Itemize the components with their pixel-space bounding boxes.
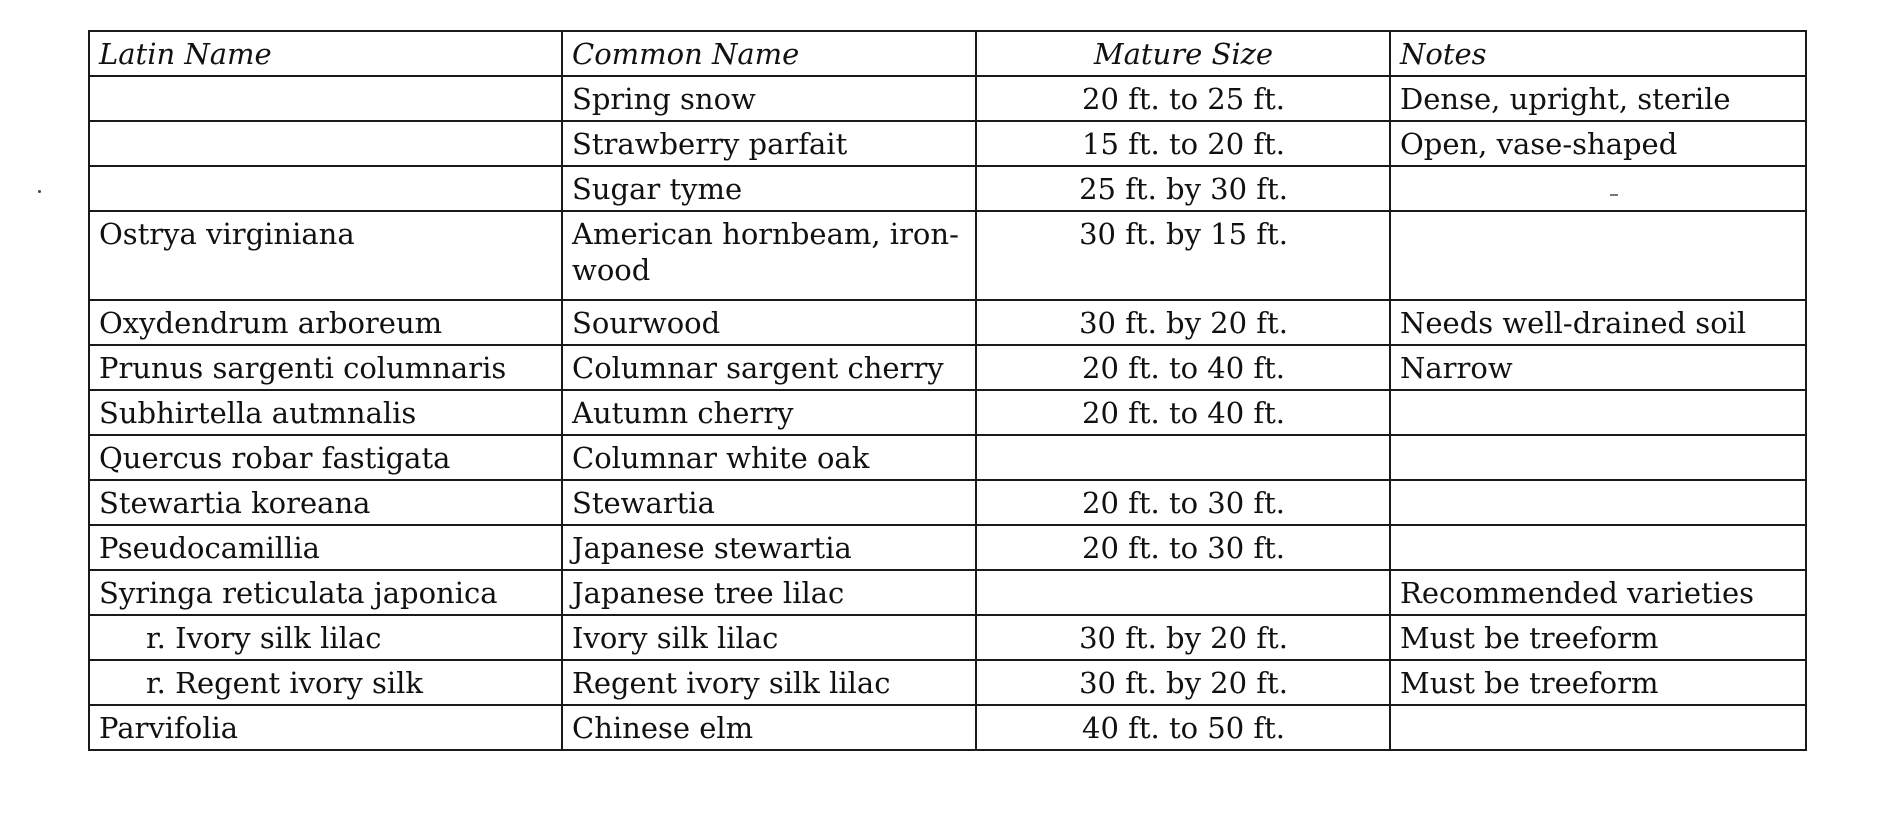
- latin-name-cell: Prunus sargenti columnaris: [89, 345, 562, 390]
- notes-cell: [1390, 480, 1806, 525]
- mature-size-cell: 20 ft. to 40 ft.: [976, 390, 1390, 435]
- mature-size-cell: 40 ft. to 50 ft.: [976, 705, 1390, 750]
- mature-size-cell: [976, 570, 1390, 615]
- common-name-cell: American hornbeam, iron-wood: [562, 211, 976, 300]
- mature-size-cell: 20 ft. to 25 ft.: [976, 76, 1390, 121]
- mature-size-cell: 25 ft. by 30 ft.: [976, 166, 1390, 211]
- table-row: [89, 435, 1806, 480]
- latin-name-cell: Stewartia koreana: [89, 480, 562, 525]
- header-common-name: Common Name: [562, 31, 976, 76]
- latin-name-cell: Ostrya virginiana: [89, 211, 562, 300]
- mature-size-cell: 20 ft. to 40 ft.: [976, 345, 1390, 390]
- latin-name-cell: r. Regent ivory silk: [89, 660, 562, 705]
- notes-cell: Recommended varieties: [1390, 570, 1806, 615]
- common-name-cell: Japanese stewartia: [562, 525, 976, 570]
- common-name-cell: Columnar white oak: [562, 435, 976, 480]
- common-name-cell: Chinese elm: [562, 705, 976, 750]
- mature-size-cell: 20 ft. to 30 ft.: [976, 525, 1390, 570]
- notes-cell: [1390, 435, 1806, 480]
- mature-size-cell: 30 ft. by 20 ft.: [976, 660, 1390, 705]
- table-row: [89, 570, 1806, 615]
- table-header-row: [89, 31, 1806, 76]
- common-name-cell: Japanese tree lilac: [562, 570, 976, 615]
- notes-cell: Open, vase-shaped: [1390, 121, 1806, 166]
- mature-size-cell: 20 ft. to 30 ft.: [976, 480, 1390, 525]
- table-row: [89, 615, 1806, 660]
- common-name-cell: Sugar tyme: [562, 166, 976, 211]
- common-name-cell: Columnar sargent cherry: [562, 345, 976, 390]
- table-row: [89, 211, 1806, 300]
- latin-name-cell: Pseudocamillia: [89, 525, 562, 570]
- common-name-cell: Sourwood: [562, 300, 976, 345]
- notes-cell: [1390, 525, 1806, 570]
- mature-size-cell: [976, 435, 1390, 480]
- table-row: [89, 525, 1806, 570]
- latin-name-cell: Parvifolia: [89, 705, 562, 750]
- common-name-cell: Spring snow: [562, 76, 976, 121]
- mature-size-cell: 30 ft. by 15 ft.: [976, 211, 1390, 300]
- table-row: [89, 76, 1806, 121]
- notes-cell: Must be treeform: [1390, 660, 1806, 705]
- table-row: [89, 705, 1806, 750]
- latin-name-cell: Subhirtella autmnalis: [89, 390, 562, 435]
- table-row: [89, 345, 1806, 390]
- latin-name-cell: Syringa reticulata japonica: [89, 570, 562, 615]
- notes-cell: [1390, 705, 1806, 750]
- table-row: [89, 300, 1806, 345]
- table-row: [89, 480, 1806, 525]
- notes-cell: [1390, 390, 1806, 435]
- plant-table: [88, 30, 1807, 751]
- scan-speck: [38, 190, 41, 193]
- table-row: [89, 660, 1806, 705]
- table-row: [89, 166, 1806, 211]
- notes-cell: [1390, 166, 1806, 211]
- notes-cell: [1390, 211, 1806, 300]
- common-name-cell: Autumn cherry: [562, 390, 976, 435]
- latin-name-cell: [89, 121, 562, 166]
- table-row: [89, 121, 1806, 166]
- mature-size-cell: 30 ft. by 20 ft.: [976, 615, 1390, 660]
- notes-cell: Needs well-drained soil: [1390, 300, 1806, 345]
- mature-size-cell: 15 ft. to 20 ft.: [976, 121, 1390, 166]
- common-name-cell: Strawberry parfait: [562, 121, 976, 166]
- header-latin-name: Latin Name: [89, 31, 562, 76]
- latin-name-cell: Oxydendrum arboreum: [89, 300, 562, 345]
- common-name-cell: Ivory silk lilac: [562, 615, 976, 660]
- latin-name-cell: [89, 76, 562, 121]
- header-notes: Notes: [1390, 31, 1806, 76]
- mature-size-cell: 30 ft. by 20 ft.: [976, 300, 1390, 345]
- document-page: [88, 30, 1805, 751]
- common-name-cell: Stewartia: [562, 480, 976, 525]
- common-name-cell: Regent ivory silk lilac: [562, 660, 976, 705]
- table-row: [89, 390, 1806, 435]
- header-mature-size: Mature Size: [976, 31, 1390, 76]
- latin-name-cell: [89, 166, 562, 211]
- latin-name-cell: Quercus robar fastigata: [89, 435, 562, 480]
- notes-cell: Must be treeform: [1390, 615, 1806, 660]
- notes-cell: Narrow: [1390, 345, 1806, 390]
- latin-name-cell: r. Ivory silk lilac: [89, 615, 562, 660]
- notes-cell: Dense, upright, sterile: [1390, 76, 1806, 121]
